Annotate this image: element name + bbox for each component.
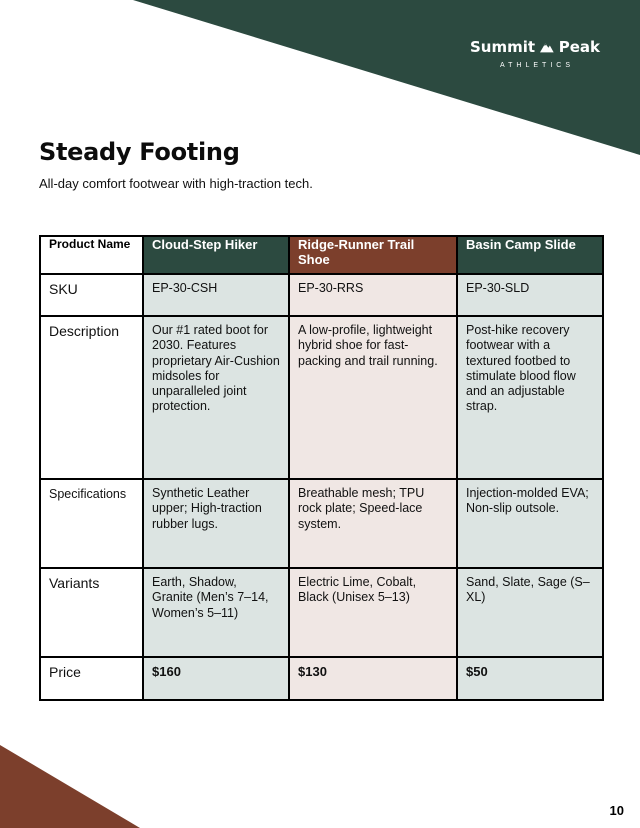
row-label-sku: SKU <box>40 274 143 316</box>
row-label-variants: Variants <box>40 568 143 657</box>
brand-logo <box>470 38 600 69</box>
variants-cell-1: Earth, Shadow, Granite (Men’s 7–14, Women’s 5–11) <box>143 568 289 657</box>
table-row-price <box>40 657 603 700</box>
row-label-description: Description <box>40 316 143 479</box>
brand-name-left: Summit <box>470 38 536 56</box>
header-product-2: Ridge-Runner Trail Shoe <box>289 236 457 274</box>
brand-tagline: ATHLETICS <box>500 62 574 69</box>
page-number: 10 <box>609 803 624 818</box>
row-label-specifications: Specifications <box>40 479 143 568</box>
specifications-cell-1: Synthetic Leather upper; High-traction rubber lugs. <box>143 479 289 568</box>
brand-wordmark <box>470 38 600 56</box>
price-cell-1: $160 <box>143 657 289 700</box>
page-title: Steady Footing <box>39 138 240 166</box>
table-row-sku <box>40 274 603 316</box>
specifications-cell-2: Breathable mesh; TPU rock plate; Speed-lace system. <box>289 479 457 568</box>
sku-cell-1: EP-30-CSH <box>143 274 289 316</box>
brand-name-right: Peak <box>558 38 600 56</box>
table-row-description <box>40 316 603 479</box>
mountain-icon <box>540 40 554 54</box>
header-product-name: Product Name <box>40 236 143 274</box>
price-cell-2: $130 <box>289 657 457 700</box>
variants-cell-3: Sand, Slate, Sage (S–XL) <box>457 568 603 657</box>
header-product-3: Basin Camp Slide <box>457 236 603 274</box>
price-cell-3: $50 <box>457 657 603 700</box>
sku-cell-3: EP-30-SLD <box>457 274 603 316</box>
variants-cell-2: Electric Lime, Cobalt, Black (Unisex 5–13) <box>289 568 457 657</box>
product-comparison-table <box>39 235 604 701</box>
description-cell-1: Our #1 rated boot for 2030. Features proprietary Air-Cushion midsoles for unparalleled joint protection. <box>143 316 289 479</box>
table-row-specifications <box>40 479 603 568</box>
table-header-row <box>40 236 603 274</box>
description-cell-2: A low-profile, lightweight hybrid shoe for fast-packing and trail running. <box>289 316 457 479</box>
header-product-1: Cloud-Step Hiker <box>143 236 289 274</box>
top-right-green-band <box>133 0 640 155</box>
page-subtitle: All-day comfort footwear with high-traction tech. <box>39 176 313 191</box>
bottom-left-rust-band <box>0 745 140 828</box>
description-cell-3: Post-hike recovery footwear with a textured footbed to stimulate blood flow and an adjustable strap. <box>457 316 603 479</box>
sku-cell-2: EP-30-RRS <box>289 274 457 316</box>
row-label-price: Price <box>40 657 143 700</box>
specifications-cell-3: Injection-molded EVA; Non-slip outsole. <box>457 479 603 568</box>
table-row-variants <box>40 568 603 657</box>
